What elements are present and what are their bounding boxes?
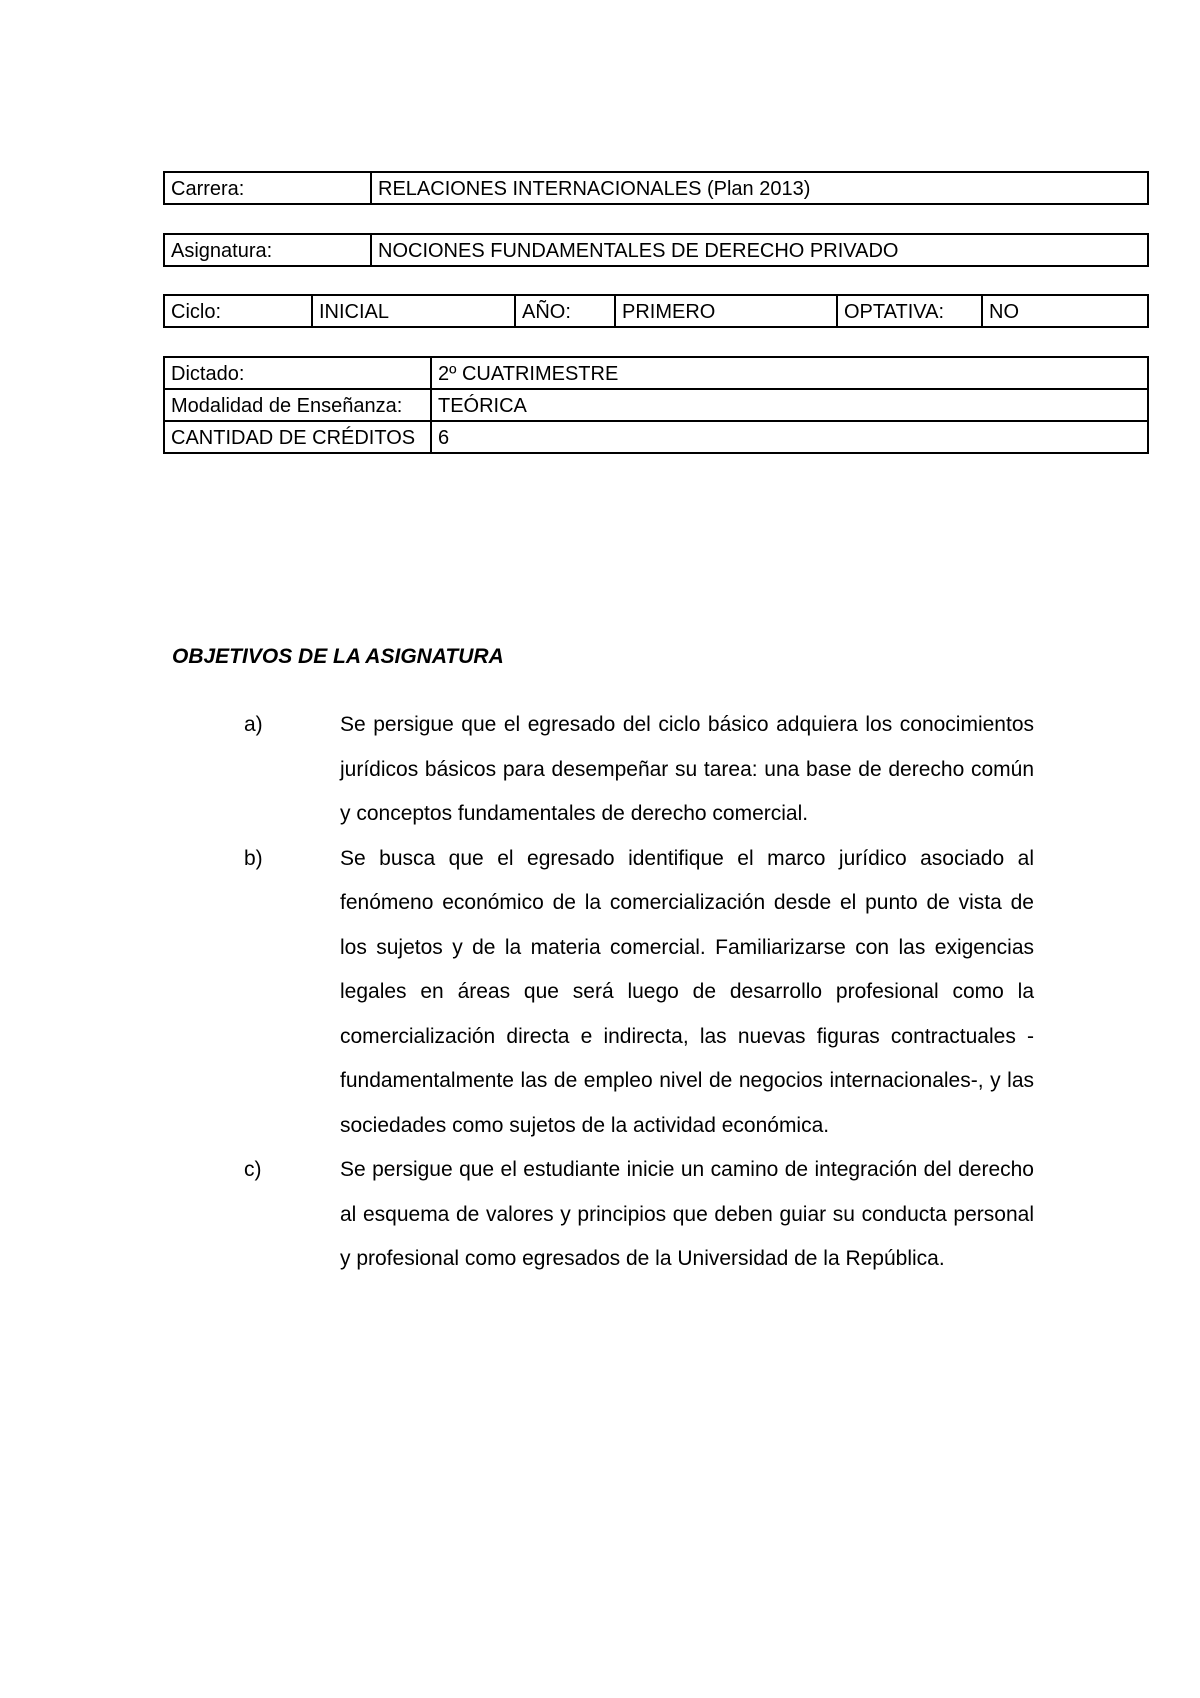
asignatura-table xyxy=(163,233,1149,267)
objective-text: Se persigue que el estudiante inicie un camino de integración del derecho al esquema de valores y principios que deben guiar su conducta personal y profesional como egresados de la Universidad de la República. xyxy=(340,1158,1034,1270)
carrera-label: Carrera: xyxy=(164,172,371,204)
creditos-label: CANTIDAD DE CRÉDITOS xyxy=(164,421,431,453)
asignatura-label: Asignatura: xyxy=(164,234,371,266)
carrera-table xyxy=(163,171,1149,205)
modalidad-value: TEÓRICA xyxy=(431,389,1148,421)
objective-marker: c) xyxy=(244,1158,262,1181)
objectives-list xyxy=(0,703,1200,1282)
objective-item xyxy=(0,837,1200,1149)
objectives-title: OBJETIVOS DE LA ASIGNATURA xyxy=(172,645,504,668)
objective-marker: a) xyxy=(244,713,263,736)
dictado-value: 2º CUATRIMESTRE xyxy=(431,357,1148,389)
anio-value: PRIMERO xyxy=(615,295,837,327)
ciclo-value: INICIAL xyxy=(312,295,515,327)
dictado-label: Dictado: xyxy=(164,357,431,389)
anio-label: AÑO: xyxy=(515,295,615,327)
objective-text: Se busca que el egresado identifique el marco jurídico asociado al fenómeno económico de la comercialización desde el punto de vista de los sujetos y de la materia comercial. Familiarizarse con las exigencias legales en áreas que será luego de desarrollo profesional como la comercialización directa e indirecta, las nuevas figuras contractuales - fundamentalmente las de empleo nivel de negocios internacionales-, y las sociedades como sujetos de la actividad económica. xyxy=(340,846,1034,1137)
objective-marker: b) xyxy=(244,846,263,870)
creditos-value: 6 xyxy=(431,421,1148,453)
optativa-value: NO xyxy=(982,295,1148,327)
objective-item xyxy=(0,703,1200,837)
objective-item xyxy=(0,1148,1200,1282)
carrera-value: RELACIONES INTERNACIONALES (Plan 2013) xyxy=(371,172,1148,204)
asignatura-value: NOCIONES FUNDAMENTALES DE DERECHO PRIVADO xyxy=(371,234,1148,266)
ciclo-label: Ciclo: xyxy=(164,295,312,327)
objective-text: Se persigue que el egresado del ciclo básico adquiera los conocimientos jurídicos básicos para desempeñar su tarea: una base de derecho común y conceptos fundamentales de derecho comercial. xyxy=(340,713,1034,825)
ciclo-table xyxy=(163,294,1149,328)
optativa-label: OPTATIVA: xyxy=(837,295,982,327)
dictado-table xyxy=(163,356,1149,454)
modalidad-label: Modalidad de Enseñanza: xyxy=(164,389,431,421)
